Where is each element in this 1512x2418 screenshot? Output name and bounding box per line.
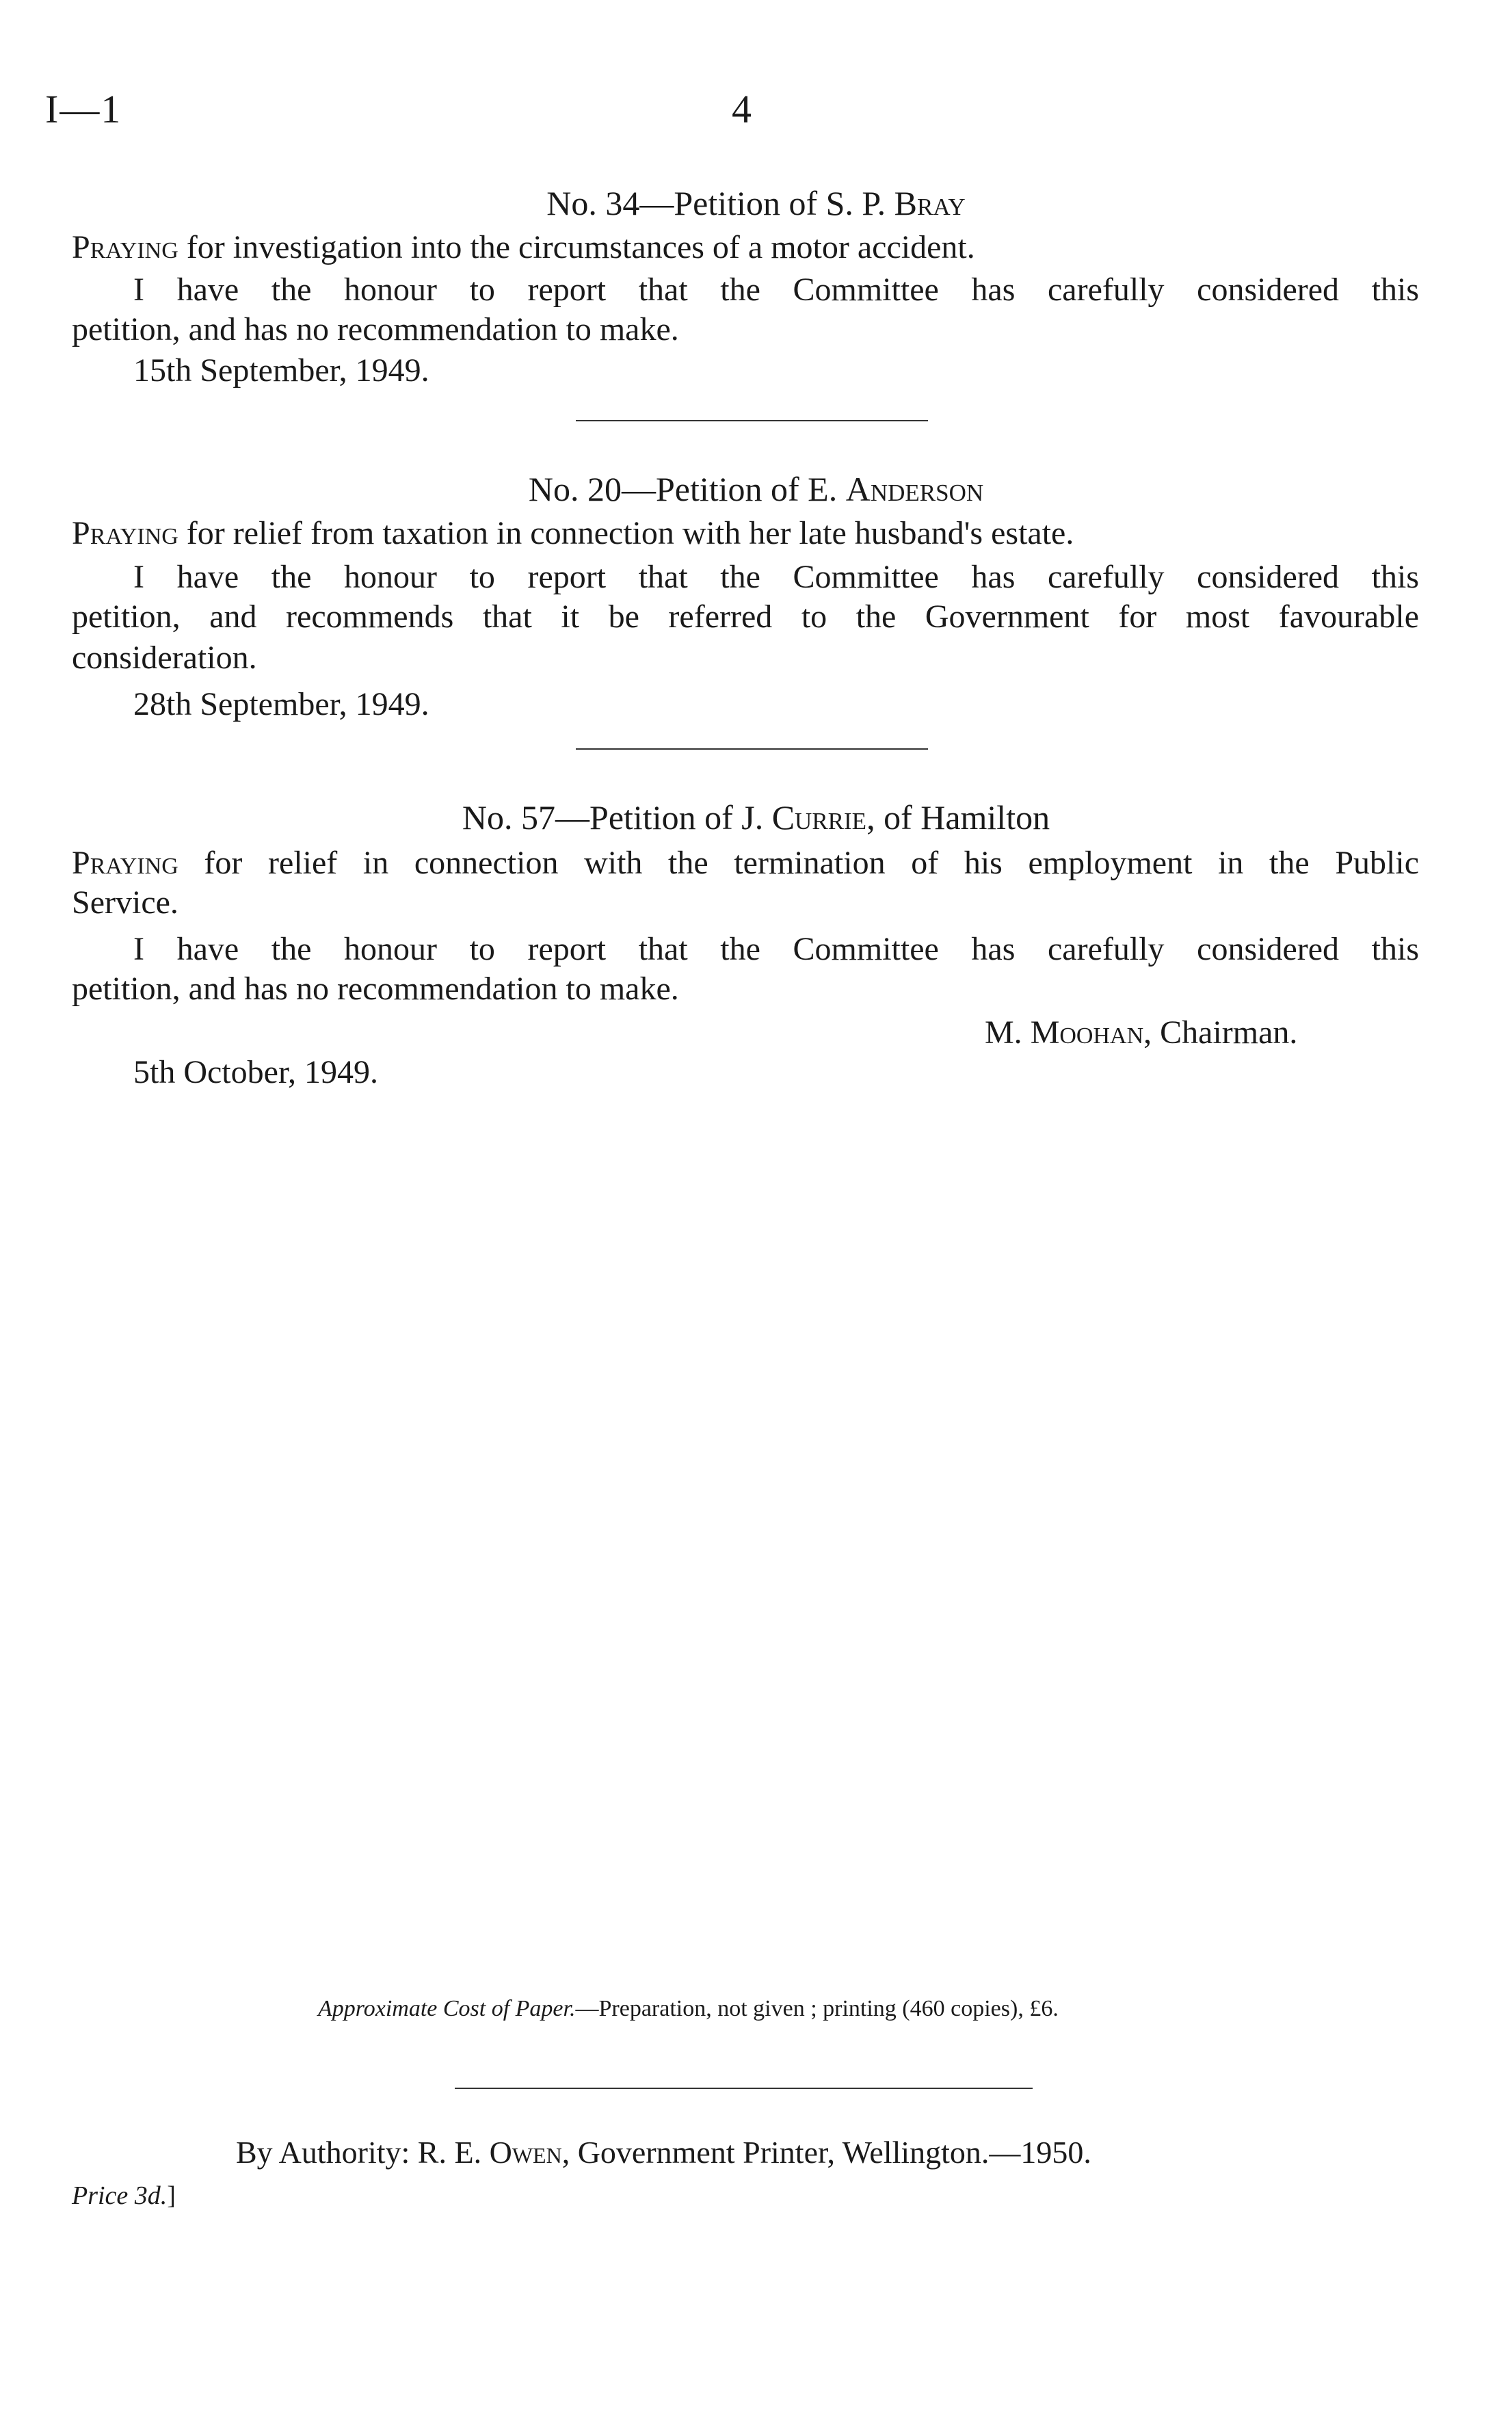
report-date: 15th September, 1949. bbox=[133, 352, 429, 389]
petition-title-prefix: No. 34—Petition of S. P. bbox=[546, 184, 894, 222]
report-line: petition, and has no recommendation to make. bbox=[72, 311, 679, 347]
petition-title bbox=[0, 798, 1512, 837]
report-line: petition, and recommends that it be referred to the Government for most favourable bbox=[72, 599, 1419, 635]
praying-line bbox=[72, 228, 975, 266]
report-date: 5th October, 1949. bbox=[133, 1054, 379, 1090]
petitioner-name: Bray bbox=[894, 184, 966, 222]
report-line: I have the honour to report that the Committee has carefully considered this bbox=[133, 931, 1419, 967]
petition-title-prefix: No. 20—Petition of E. bbox=[528, 470, 846, 508]
signature-name: Moohan bbox=[1030, 1014, 1144, 1051]
price-bracket: ] bbox=[167, 2181, 176, 2210]
report-line: petition, and has no recommendation to make. bbox=[72, 971, 679, 1007]
report-line: I have the honour to report that the Committee has carefully considered this bbox=[133, 559, 1419, 595]
printer-name: Owen bbox=[489, 2135, 562, 2170]
authority-prefix: By Authority: R. E. bbox=[236, 2135, 490, 2170]
praying-word: Praying bbox=[72, 845, 178, 881]
praying-word: Praying bbox=[72, 229, 178, 265]
petition-title bbox=[0, 469, 1512, 509]
petitioner-name: Anderson bbox=[845, 470, 984, 508]
price bbox=[72, 2181, 176, 2211]
signature-initial: M. bbox=[985, 1014, 1031, 1051]
petitioner-name: Currie bbox=[771, 798, 867, 837]
report-line: consideration. bbox=[72, 640, 257, 676]
praying-text: for investigation into the circumstances of a motor accident. bbox=[178, 229, 975, 265]
signature-role: , Chairman. bbox=[1143, 1014, 1298, 1051]
chairman-signature bbox=[985, 1014, 1297, 1051]
praying-line bbox=[72, 844, 1419, 882]
praying-line bbox=[72, 514, 1074, 552]
petition-title-suffix: , of Hamilton bbox=[866, 798, 1050, 837]
praying-text: for relief from taxation in connection with her late husband's estate. bbox=[178, 515, 1074, 551]
price-label: Price 3d. bbox=[72, 2181, 168, 2210]
cost-note-label: Approximate Cost of Paper. bbox=[318, 1996, 576, 2021]
praying-line-continued: Service. bbox=[72, 884, 178, 921]
cost-note bbox=[318, 1996, 1059, 2022]
praying-text: for relief in connection with the termination of his employment in the Public bbox=[178, 845, 1419, 881]
petition-title-prefix: No. 57—Petition of J. bbox=[462, 798, 772, 837]
authority-text: , Government Printer, Wellington.—1950. bbox=[561, 2135, 1091, 2170]
report-line: I have the honour to report that the Committee has carefully considered this bbox=[133, 272, 1419, 308]
document-reference: I—1 bbox=[45, 87, 122, 131]
footer-divider bbox=[455, 2088, 1033, 2089]
page-number: 4 bbox=[732, 87, 752, 131]
printer-authority bbox=[236, 2134, 1091, 2170]
praying-word: Praying bbox=[72, 515, 178, 551]
report-date: 28th September, 1949. bbox=[133, 686, 429, 722]
cost-note-text: —Preparation, not given ; printing (460 copies), £6. bbox=[575, 1996, 1059, 2021]
petition-title bbox=[0, 183, 1512, 223]
section-divider bbox=[576, 420, 928, 421]
section-divider bbox=[576, 748, 928, 750]
